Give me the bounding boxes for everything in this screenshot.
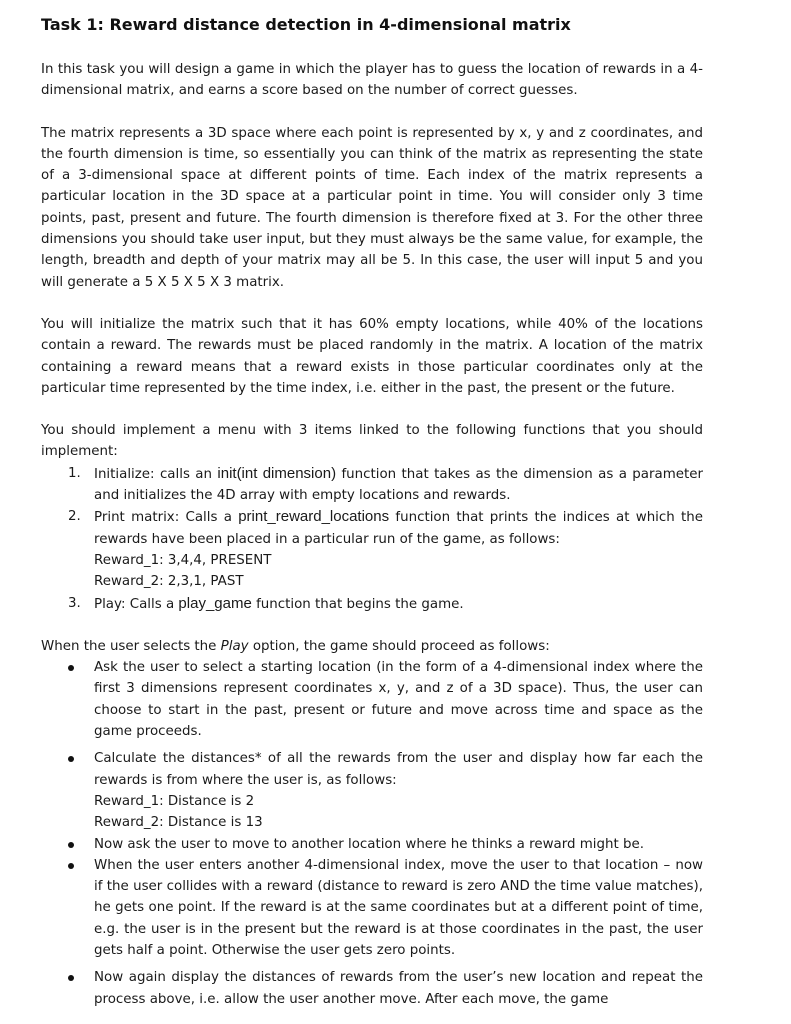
menu-list <box>41 463 703 615</box>
list-number: 1. <box>68 465 81 481</box>
menu-item-text: function that begins the game. <box>251 596 464 612</box>
step-text: Calculate the distances* of all the rewards from the user and display how far each the rewards is from where the user is, as follows: <box>94 751 703 788</box>
example-output-line: Reward_1: 3,4,4, PRESENT <box>94 552 272 568</box>
play-step-calculate-distances <box>41 748 703 833</box>
list-number: 3. <box>68 595 81 611</box>
play-step-scoring <box>41 855 703 961</box>
bullet-icon <box>68 863 74 869</box>
play-intro-paragraph <box>41 636 703 657</box>
play-step-move <box>41 834 703 855</box>
step-text: Ask the user to select a starting location (in the form of a 4-dimensional index where the first 3 dimensions represent coordinates x, y, and z of a 3D space). Thus, the user can choose to start in the past, present or future and move across time and space as the game proceeds. <box>94 660 703 740</box>
menu-item-text: Initialize: calls an <box>94 466 218 482</box>
menu-item-text: Print matrix: Calls a <box>94 510 239 526</box>
menu-item-text: function that takes as the dimension as a parameter and initializes the 4D array with empty locations and rewards. <box>94 466 704 504</box>
menu-item-text: Play: Calls a <box>94 596 179 612</box>
example-output-line: Reward_1: Distance is 2 <box>94 793 255 809</box>
function-name: init(int dimension) <box>217 464 337 482</box>
menu-item-play <box>41 593 703 615</box>
step-text: Now again display the distances of rewards from the user’s new location and repeat the process above, i.e. allow the user another move. After each move, the game <box>94 970 703 1007</box>
matrix-description-paragraph: The matrix represents a 3D space where each point is represented by x, y and z coordinates, and the fourth dimension is time, so essentially you can think of the matrix as representing the state of a 3-dimensional space at different points of time. Each index of the matrix represents a particular location in the 3D space at a particular point in time. You will consider only 3 time points, past, present and future. The fourth dimension is therefore fixed at 3. For the other three dimensions you should take user input, but they must always be the same value, for example, the length, breadth and depth of your matrix may all be 5. In this case, the user will input 5 and you will generate a 5 X 5 X 5 X 3 matrix. <box>41 125 703 290</box>
play-intro-text: option, the game should proceed as follows: <box>248 638 550 654</box>
play-option-name: Play <box>220 638 249 654</box>
play-intro-text: When the user selects the <box>41 638 221 654</box>
step-text: Now ask the user to move to another location where he thinks a reward might be. <box>94 836 645 852</box>
bullet-icon <box>68 842 74 848</box>
bullet-icon <box>68 665 74 671</box>
intro-paragraph: In this task you will design a game in which the player has to guess the location of rewards in a 4-dimensional matrix, and earns a score based on the number of correct guesses. <box>41 62 703 99</box>
play-step-repeat <box>41 967 703 1010</box>
example-output-line: Reward_2: Distance is 13 <box>94 815 263 831</box>
play-step-start-location <box>41 657 703 742</box>
function-name: play_game <box>178 594 252 612</box>
menu-item-text: function that prints the indices at which the rewards have been placed in a particular run of the game, as follows: <box>94 510 703 547</box>
step-text: When the user enters another 4-dimensional index, move the user to that location – now if the user collides with a reward (distance to reward is zero AND the time value matches), he gets one point. If the reward is at the same coordinates but at a different point of time, e.g. the user is in the present but the reward is at those coordinates in the past, the user gets half a point. Otherwise the user gets zero points. <box>94 857 703 958</box>
bullet-icon <box>68 975 74 981</box>
function-name: print_reward_locations <box>238 508 390 526</box>
document-page <box>41 14 703 1010</box>
play-steps-list <box>41 657 703 1010</box>
bullet-icon <box>68 756 74 762</box>
list-number: 2. <box>68 509 81 525</box>
initialization-paragraph: You will initialize the matrix such that it has 60% empty locations, while 40% of the locations contain a reward. The rewards must be placed randomly in the matrix. A location of the matrix containing a reward means that a reward exists in those particular coordinates only at the particular time represented by the time index, i.e. either in the past, the present or the future. <box>41 316 703 396</box>
menu-intro-paragraph: You should implement a menu with 3 items linked to the following functions that you should implement: <box>41 423 703 460</box>
example-output-line: Reward_2: 2,3,1, PAST <box>94 574 244 590</box>
menu-item-print-matrix <box>41 506 703 592</box>
task-title: Task 1: Reward distance detection in 4-dimensional matrix <box>41 15 571 34</box>
menu-item-initialize <box>41 463 703 507</box>
